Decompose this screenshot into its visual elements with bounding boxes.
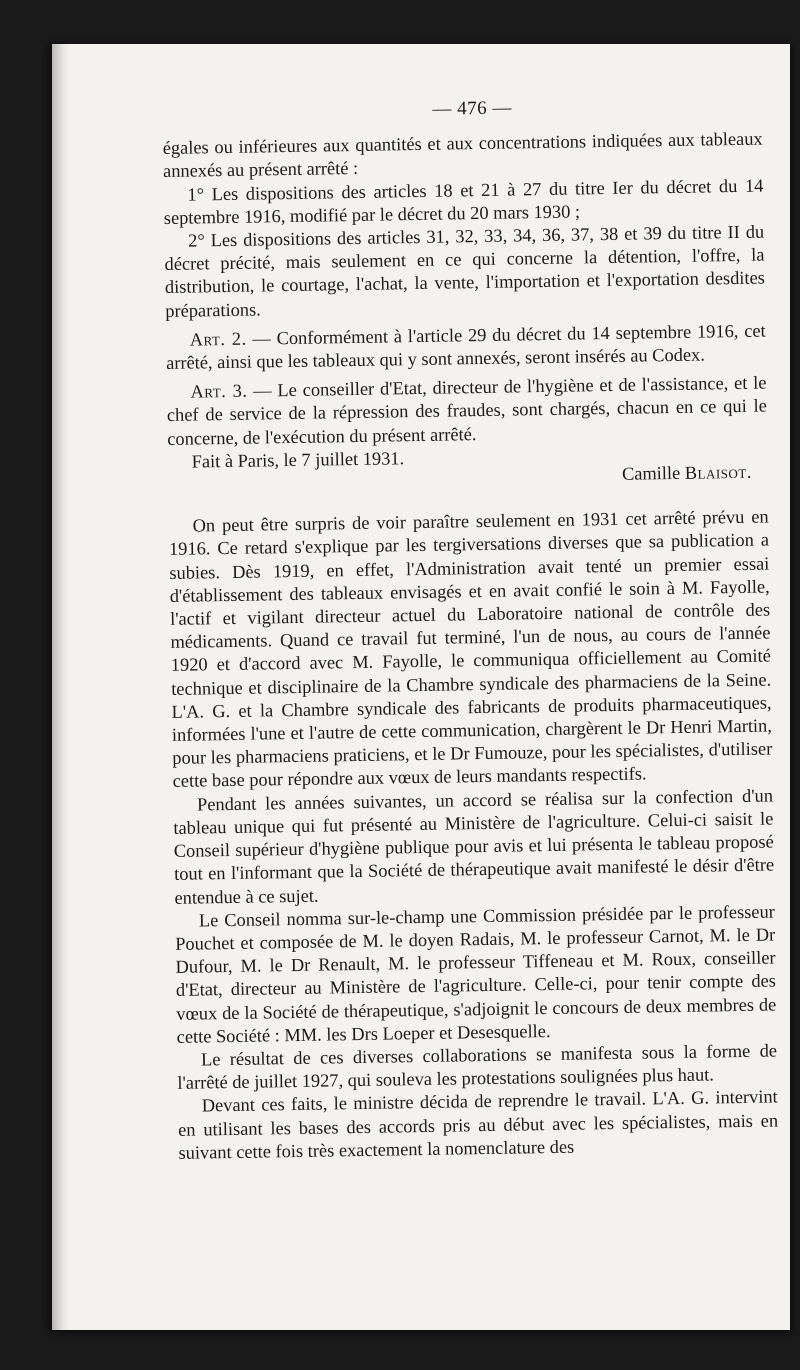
book-page (52, 44, 790, 1330)
commentary-paragraph-1: On peut être surpris de voir paraître seulement en 1931 cet arrêté prévu en 1916. Ce retard s'explique par les tergiversations diverses que sa publication a subies. Dès 1919, en effet, l'Administration avait tenté un premier essai d'établissement des tableaux envisagés et en avait confié le soin à M. Fayolle, l'actif et vigilant directeur actuel du Laboratoire national de contrôle des médicaments. Quand ce travail fut terminé, l'un de nous, au cours de l'année 1920 et d'accord avec M. Fayolle, le communiqua officiellement au Comité technique et disciplinaire de la Chambre syndicale des pharmaciens de la Seine. L'A. G. et la Chambre syndicale des fabricants de produits pharmaceutiques, informées l'une et l'autre de cette communication, chargèrent le Dr Henri Martin, pour les pharmaciens praticiens, et le Dr Fumouze, pour les spécialistes, d'utiliser cette base pour répondre aux vœux de leurs mandants respectifs. (168, 506, 773, 792)
article-2-label: Art. 2. (189, 328, 247, 350)
paragraph-item-2: 2° Les dispositions des articles 31, 32, 33, 34, 36, 37, 38 et 39 du titre II du décret précité, mais seulement en ce qui concerne la détention, l'offre, la distribution, le courtage, l'achat, la vente, l'importation et l'exportation desdites préparations. (164, 221, 765, 321)
commentary-paragraph-5: Devant ces faits, le ministre décida de reprendre le travail. L'A. G. intervint en utilisant les bases des accords pris au début avec les spécialistes, mais en suivant cette fois très exactement la nomenclature des (177, 1086, 779, 1163)
article-2 (166, 319, 767, 375)
paragraph-item-1: 1° Les dispositions des articles 18 et 21 à 27 du titre Ier du décret du 14 septembre 1916, modifié par le décret du 20 mars 1930 ; (163, 175, 764, 228)
article-3 (166, 372, 767, 451)
commentary-paragraph-2: Pendant les années suivantes, un accord se réalisa sur la confection d'un tableau unique qui fut présenté au Ministère de l'agriculture. Celui-ci saisit le Conseil supérieur d'hygiène publique pour avis et lui présenta le tableau proposé tout en l'informant que la Société de thérapeutique avait manifesté le désir d'être entendue à ce sujet. (173, 785, 775, 908)
page-number: — 476 — (432, 97, 513, 120)
signature-first-name: Camille (621, 462, 685, 484)
article-2-text: — Conformément à l'article 29 du décret du 14 septembre 1916, cet arrêté, ainsi que les tableaux qui y sont annexés, seront insérés au Codex. (165, 320, 766, 373)
page-spine-shadow (52, 44, 70, 1330)
commentary-paragraph-3: Le Conseil nomma sur-le-champ une Commission présidée par le professeur Pouchet et composée de M. le doyen Radais, M. le professeur Carnot, M. le Dr Dufour, M. le Dr Renault, M. le professeur Tiffeneau et M. Roux, conseiller d'Etat, directeur au Ministère de l'agriculture. Celle-ci, pour tenir compte des vœux de la Société de thérapeutique, s'adjoignit le concours de deux membres de cette Société : MM. les Drs Loeper et Desesquelle. (175, 901, 777, 1047)
paragraph-intro: égales ou inférieures aux quantités et aux concentrations indiquées aux tableaux annexés au présent arrêté : (162, 128, 763, 182)
dateline: Fait à Paris, le 7 juillet 1931. (191, 448, 405, 472)
signature-last-name: Blaisot. (684, 461, 753, 483)
article-3-text: — Le conseiller d'Etat, directeur de l'hygiène et de l'assistance, et le chef de service de la répression des fraudes, sont chargés, chacun en ce qui le concerne, de l'exécution du présent arrêté. (166, 372, 768, 449)
commentary-paragraph-4: Le résultat de ces diverses collaborations se manifesta sous la forme de l'arrêté de juillet 1927, qui souleva les protestations soulignées plus haut. (177, 1040, 778, 1094)
article-3-label: Art. 3. (190, 380, 248, 402)
page-text-block (162, 93, 779, 1165)
